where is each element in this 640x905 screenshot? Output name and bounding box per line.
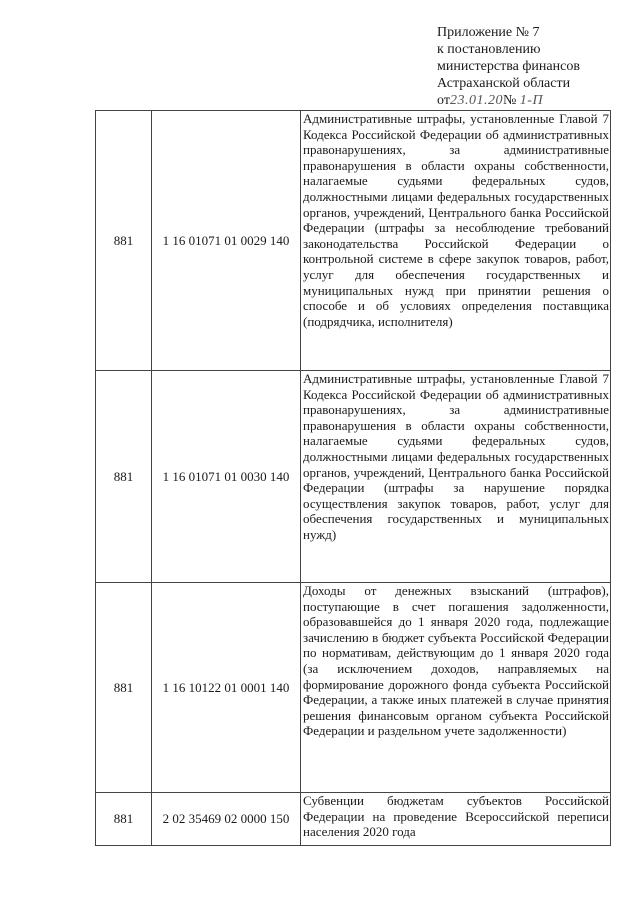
table-row: [96, 793, 611, 846]
description-cell: Доходы от денежных взысканий (штрафов), поступающие в счет погашения задолженности, образовавшейся до 1 января 2020 года, подлежащие зачислению в бюджет субъекта Российской Федерации по нормативам, действующим до 1 января 2020 года (за исключением доходов, направляемых на формирование дорожного фонда субъекта Российской Федерации, а также иных платежей в случае принятия решения финансовым органом субъекта Российской Федерации и раздельном учете задолженности): [301, 583, 611, 793]
admin-code-cell: 881: [96, 111, 152, 371]
handwritten-number: 1-П: [519, 93, 544, 108]
kbk-code-cell: 1 16 01071 01 0030 140: [152, 371, 301, 583]
appendix-header: [437, 24, 637, 109]
kbk-code-cell: 1 16 01071 01 0029 140: [152, 111, 301, 371]
admin-code-cell: 881: [96, 371, 152, 583]
description-cell: Административные штрафы, установленные Главой 7 Кодекса Российской Федерации об административных правонарушениях, за административные правонарушения в области охраны собственности, налагаемые судьями федеральных судов, должностными лицами федеральных государственных органов, учреждений, Центрального банка Российской Федерации (штрафы за нарушение порядка осуществления закупок товаров, работ, услуг для обеспечения государственных и муниципальных нужд): [301, 371, 611, 583]
kbk-code-cell: 2 02 35469 02 0000 150: [152, 793, 301, 846]
description-cell: Субвенции бюджетам субъектов Российской Федерации на проведение Всероссийской переписи населения 2020 года: [301, 793, 611, 846]
number-prefix: №: [502, 93, 517, 108]
date-prefix: от: [437, 93, 450, 108]
handwritten-date: 23.01.20: [449, 93, 503, 108]
table-row: [96, 111, 611, 371]
admin-code-cell: 881: [96, 793, 152, 846]
appendix-title: Приложение № 7: [437, 25, 540, 40]
appendix-reference: к постановлению: [437, 42, 541, 57]
table-row: [96, 371, 611, 583]
appendix-date-line: [437, 92, 637, 109]
admin-code-cell: 881: [96, 583, 152, 793]
table-row: [96, 583, 611, 793]
description-cell: Административные штрафы, установленные Главой 7 Кодекса Российской Федерации об административных правонарушениях, за административные правонарушения в области охраны собственности, налагаемые судьями федеральных судов, должностными лицами федеральных государственных органов, учреждений, Центрального банка Российской Федерации (штрафы за несоблюдение требований законодательства Российской Федерации о контрольной системе в сфере закупок товаров, работ, услуг для обеспечения государственных и муниципальных нужд при принятии решения о способе и об условиях определения поставщика (подрядчика, исполнителя): [301, 111, 611, 371]
appendix-region: Астраханской области: [437, 76, 571, 91]
budget-codes-table: [95, 110, 611, 846]
kbk-code-cell: 1 16 10122 01 0001 140: [152, 583, 301, 793]
appendix-ministry: министерства финансов: [437, 59, 580, 74]
